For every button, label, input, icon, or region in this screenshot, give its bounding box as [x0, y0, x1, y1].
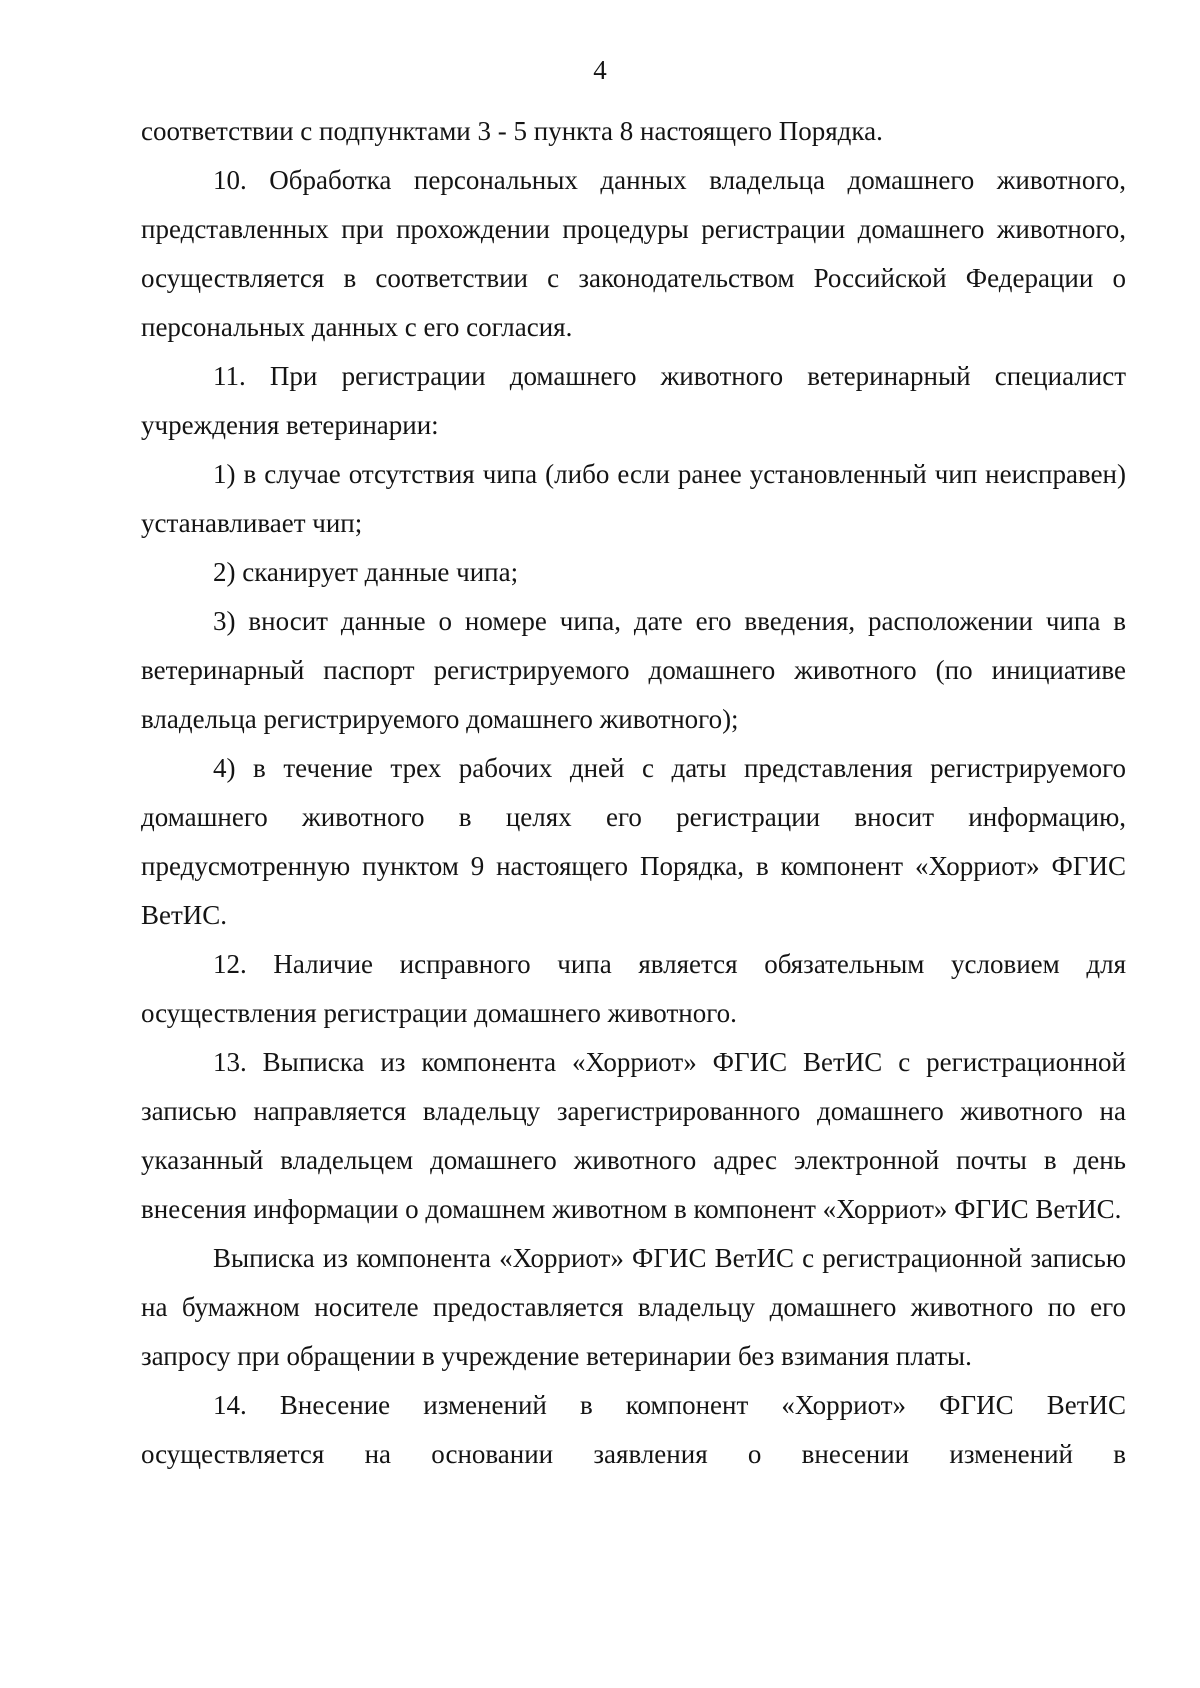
paragraph-11-item-4: 4) в течение трех рабочих дней с даты представления регистрируемого домашнего животного в целях его регистрации вносит информацию, предусмотренную пунктом 9 настоящего Порядка, в компонент «Хорриот» ФГИС ВетИС.: [141, 753, 1126, 930]
paragraph-14: 14. Внесение изменений в компонент «Хорриот» ФГИС ВетИС осуществляется на основании заявления о внесении изменений в: [141, 1390, 1126, 1469]
paragraph-13: 13. Выписка из компонента «Хорриот» ФГИС ВетИС с регистрационной записью направляется владельцу зарегистрированного домашнего животного на указанный владельцем домашнего животного адрес электронной почты в день внесения информации о домашнем животном в компонент «Хорриот» ФГИС ВетИС.: [141, 1047, 1126, 1224]
paragraph-11-item-3: 3) вносит данные о номере чипа, дате его введения, расположении чипа в ветеринарный паспорт регистрируемого домашнего животного (по инициативе владельца регистрируемого домашнего животного);: [141, 606, 1126, 734]
page-number: 4: [593, 55, 607, 85]
paragraph-13-extract: Выписка из компонента «Хорриот» ФГИС ВетИС с регистрационной записью на бумажном носителе предоставляется владельцу домашнего животного по его запросу при обращении в учреждение ветеринарии без взимания платы.: [141, 1243, 1126, 1371]
paragraph-continuation: соответствии с подпунктами 3 - 5 пункта 8 настоящего Порядка.: [141, 116, 883, 146]
paragraph-11-item-2: 2) сканирует данные чипа;: [213, 557, 519, 587]
paragraph-11-item-1: 1) в случае отсутствия чипа (либо если ранее установленный чип неисправен) устанавливает чип;: [141, 459, 1126, 538]
paragraph-10: 10. Обработка персональных данных владельца домашнего животного, представленных при прохождении процедуры регистрации домашнего животного, осуществляется в соответствии с законодательством Российской Федерации о персональных данных с его согласия.: [141, 165, 1126, 342]
paragraph-12: 12. Наличие исправного чипа является обязательным условием для осуществления регистрации домашнего животного.: [141, 949, 1126, 1028]
paragraph-11: 11. При регистрации домашнего животного ветеринарный специалист учреждения ветеринарии:: [141, 361, 1126, 440]
document-body: [141, 107, 1126, 1479]
